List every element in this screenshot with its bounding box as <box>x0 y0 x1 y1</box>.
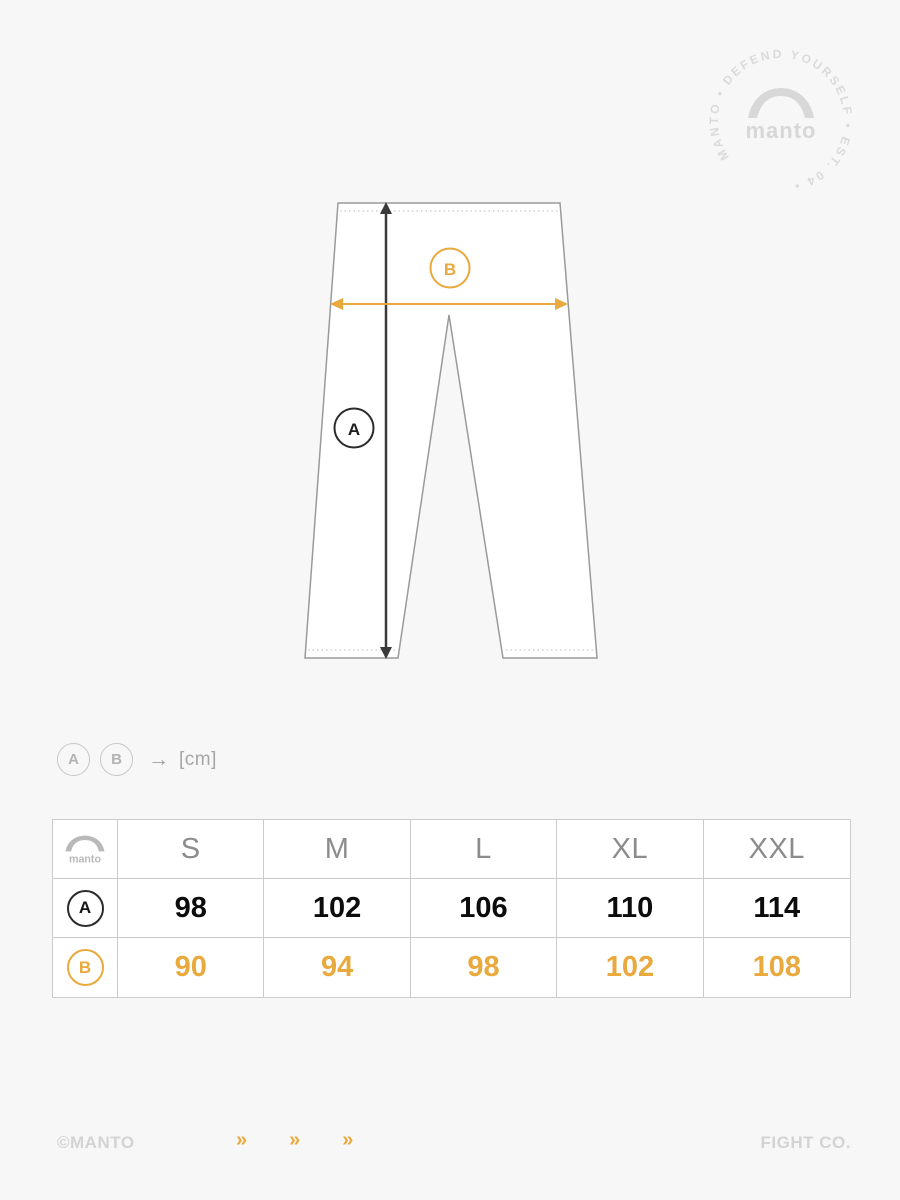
table-logo-cell <box>53 820 118 879</box>
legend-circle-b: B <box>100 743 133 776</box>
chevron-icon: » <box>236 1129 248 1151</box>
stamp-logo-word: manto <box>745 118 817 143</box>
value-b-l: 98 <box>411 938 557 997</box>
size-header-m: M <box>264 820 410 879</box>
value-a-l: 106 <box>411 879 557 938</box>
measurement-legend <box>57 743 217 776</box>
size-header-l: L <box>411 820 557 879</box>
legend-circle-a: A <box>57 743 90 776</box>
row-b-label-cell <box>53 938 118 997</box>
diagram-label-b <box>431 249 470 288</box>
value-b-xxl: 108 <box>752 951 801 983</box>
value-b-m: 94 <box>264 938 410 997</box>
footer-chevrons <box>236 1129 353 1152</box>
value-a-s: 98 <box>118 879 264 938</box>
manto-logo-icon <box>63 834 107 865</box>
legend-arrow-icon: → <box>148 748 169 771</box>
legend-unit-label: [cm] <box>179 748 217 770</box>
footer-brand: FIGHT CO. <box>760 1133 851 1152</box>
chevron-icon: » <box>342 1129 354 1151</box>
value-a-xl: 110 <box>557 879 703 938</box>
svg-text:B: B <box>443 259 457 279</box>
value-a-m: 102 <box>264 879 410 938</box>
size-header-xxl: XXL <box>704 820 850 879</box>
diagram-label-a <box>335 409 374 448</box>
row-a-circle: A <box>67 890 104 927</box>
chevron-icon: » <box>289 1129 301 1151</box>
size-table <box>52 819 851 998</box>
footer-copyright: ©MANTO <box>57 1133 135 1152</box>
svg-text:manto: manto <box>68 853 102 865</box>
value-b-s: 90 <box>118 938 264 997</box>
value-a-xxl: 114 <box>704 879 850 938</box>
size-header-xl: XL <box>557 820 703 879</box>
svg-text:A: A <box>347 419 361 439</box>
manto-stamp-icon <box>707 47 855 194</box>
row-b-circle: B <box>67 949 104 986</box>
size-header-s: S <box>118 820 264 879</box>
row-a-label-cell <box>53 879 118 938</box>
value-b-xl: 102 <box>557 938 703 997</box>
stamp-ring-text: MANTO • DEFEND YOURSELF • EST. 04 • <box>706 46 856 194</box>
manto-bridge-icon <box>748 88 814 118</box>
